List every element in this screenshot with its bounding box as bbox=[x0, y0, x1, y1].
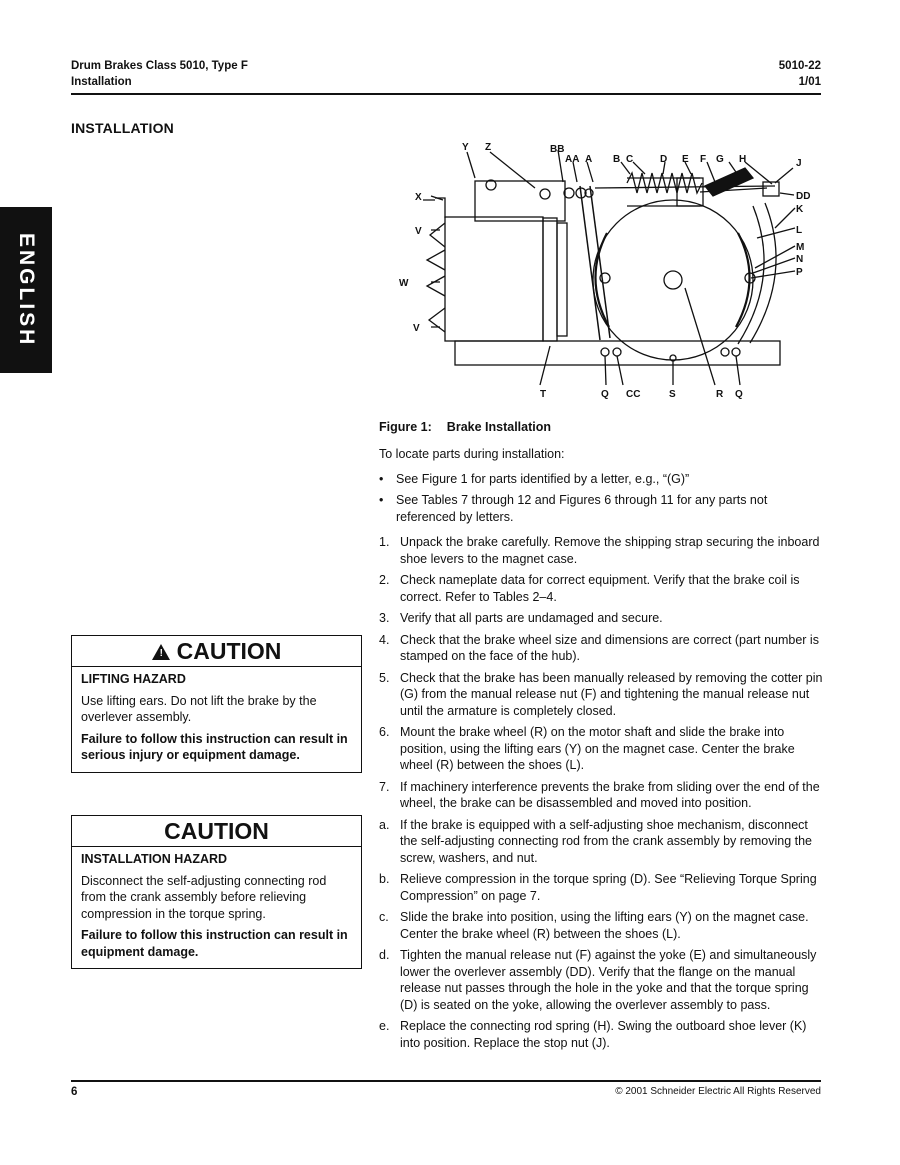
label-K: K bbox=[796, 204, 804, 215]
label-Y: Y bbox=[462, 142, 469, 153]
step-item: 6. Mount the brake wheel (R) on the motor shaft and slide the brake into position, using the lifting ears (Y) on the magnet case. Center the brake wheel (R) between the shoes (L). bbox=[379, 725, 795, 772]
figure-number: Figure 1: bbox=[379, 420, 432, 434]
label-E: E bbox=[682, 154, 689, 165]
section-title: INSTALLATION bbox=[71, 120, 174, 136]
doc-date: 1/01 bbox=[798, 76, 821, 88]
doc-title: Drum Brakes Class 5010, Type F bbox=[71, 60, 248, 72]
label-H: H bbox=[739, 154, 747, 165]
hazard-title: INSTALLATION HAZARD bbox=[81, 852, 228, 866]
label-J: J bbox=[796, 158, 802, 169]
hazard-warning: Failure to follow this instruction can result in equipment damage. bbox=[81, 928, 348, 959]
label-N: N bbox=[796, 254, 804, 265]
hazard-title: LIFTING HAZARD bbox=[81, 672, 186, 686]
intro-text: To locate parts during installation: bbox=[379, 447, 565, 461]
label-A: A bbox=[585, 154, 593, 165]
caution-heading: CAUTION bbox=[72, 816, 361, 847]
hazard-warning: Failure to follow this instruction can result in serious injury or equipment damage. bbox=[81, 731, 348, 762]
label-D: D bbox=[660, 154, 668, 165]
header-left bbox=[71, 58, 248, 90]
label-T: T bbox=[540, 389, 547, 400]
label-DD: DD bbox=[796, 191, 811, 202]
warning-triangle-icon: ! bbox=[152, 644, 170, 660]
label-C: C bbox=[626, 154, 634, 165]
step-item: 7. If machinery interference prevents the brake from sliding over the end of the wheel, the brake can be disassembled and moved into position. bbox=[379, 779, 820, 810]
header-rule bbox=[71, 93, 821, 95]
label-B: B bbox=[613, 154, 621, 165]
label-V-upper: V bbox=[415, 226, 422, 237]
language-tab bbox=[0, 207, 52, 373]
copyright: © 2001 Schneider Electric All Rights Reserved bbox=[615, 1086, 821, 1097]
label-G: G bbox=[716, 154, 724, 165]
installation-instructions bbox=[379, 446, 824, 1056]
label-P: P bbox=[796, 267, 803, 278]
substep-item: c. Slide the brake into position, using the lifting ears (Y) on the magnet case. Center the brake wheel (R) between the shoes (L). bbox=[379, 910, 809, 941]
label-M: M bbox=[796, 242, 805, 253]
language-tab-label: ENGLISH bbox=[15, 232, 38, 348]
figure-caption bbox=[379, 420, 551, 434]
substep-item: a. If the brake is equipped with a self-adjusting shoe mechanism, disconnect the self-adjusting connecting rod from the crank assembly by removing the screw, washers, and nut. bbox=[379, 817, 813, 865]
caution-box-installation bbox=[71, 815, 362, 969]
bullet-item: • See Tables 7 through 12 and Figures 6 through 11 for any parts not referenced by letters. bbox=[379, 493, 768, 524]
step-item: 4. Check that the brake wheel size and dimensions are correct (part number is stamped on the face of the hub). bbox=[379, 632, 819, 663]
hazard-text: Use lifting ears. Do not lift the brake by the overlever assembly. bbox=[81, 693, 317, 724]
header-right bbox=[779, 58, 821, 90]
label-Q-left: Q bbox=[601, 389, 609, 400]
caution-box-lifting bbox=[71, 635, 362, 773]
substep-item: d. Tighten the manual release nut (F) against the yoke (E) and simultaneously lower the overlever assembly (DD). Verify that the flange on the manual release nut passes through the hole in the yoke and that the torque spring (D) is seated on the yoke, allowing the overlever assembly to pass. bbox=[379, 948, 817, 1012]
doc-number: 5010-22 bbox=[778, 60, 821, 72]
label-W: W bbox=[399, 278, 409, 289]
label-X: X bbox=[415, 192, 422, 203]
label-S: S bbox=[669, 389, 676, 400]
label-F: F bbox=[700, 154, 707, 165]
hazard-text: Disconnect the self-adjusting connecting rod from the crank assembly before relieving compression in the torque spring. bbox=[81, 873, 327, 921]
step-item: 5. Check that the brake has been manually released by removing the cotter pin (G) from the manual release nut (F) and tightening the manual release nut until the armature is completely closed. bbox=[379, 670, 823, 718]
label-L: L bbox=[796, 225, 803, 236]
brake-diagram bbox=[395, 138, 825, 408]
doc-section: Installation bbox=[71, 76, 132, 88]
step-item: 1. Unpack the brake carefully. Remove the shipping strap securing the inboard shoe levers to the magnet case. bbox=[379, 535, 820, 566]
substep-item: b. Relieve compression in the torque spring (D). See “Relieving Torque Spring Compression” on page 7. bbox=[379, 872, 817, 903]
substep-item: e. Replace the connecting rod spring (H). Swing the outboard shoe lever (K) into position. Replace the stop nut (J). bbox=[379, 1019, 807, 1050]
label-BB: BB bbox=[550, 144, 565, 155]
figure-title: Brake Installation bbox=[446, 420, 551, 434]
label-Q-right: Q bbox=[735, 389, 743, 400]
step-item: 3. Verify that all parts are undamaged and secure. bbox=[379, 611, 663, 625]
step-item: 2. Check nameplate data for correct equipment. Verify that the brake coil is correct. Refer to Tables 2–4. bbox=[379, 573, 800, 604]
label-AA: AA bbox=[565, 154, 580, 165]
caution-heading: ! CAUTION bbox=[72, 636, 361, 667]
label-V-lower: V bbox=[413, 323, 420, 334]
label-R: R bbox=[716, 389, 724, 400]
label-CC: CC bbox=[626, 389, 641, 400]
footer-rule bbox=[71, 1080, 821, 1082]
label-Z: Z bbox=[485, 142, 492, 153]
bullet-item: • See Figure 1 for parts identified by a letter, e.g., “(G)” bbox=[379, 471, 690, 486]
page-number: 6 bbox=[71, 1086, 78, 1098]
